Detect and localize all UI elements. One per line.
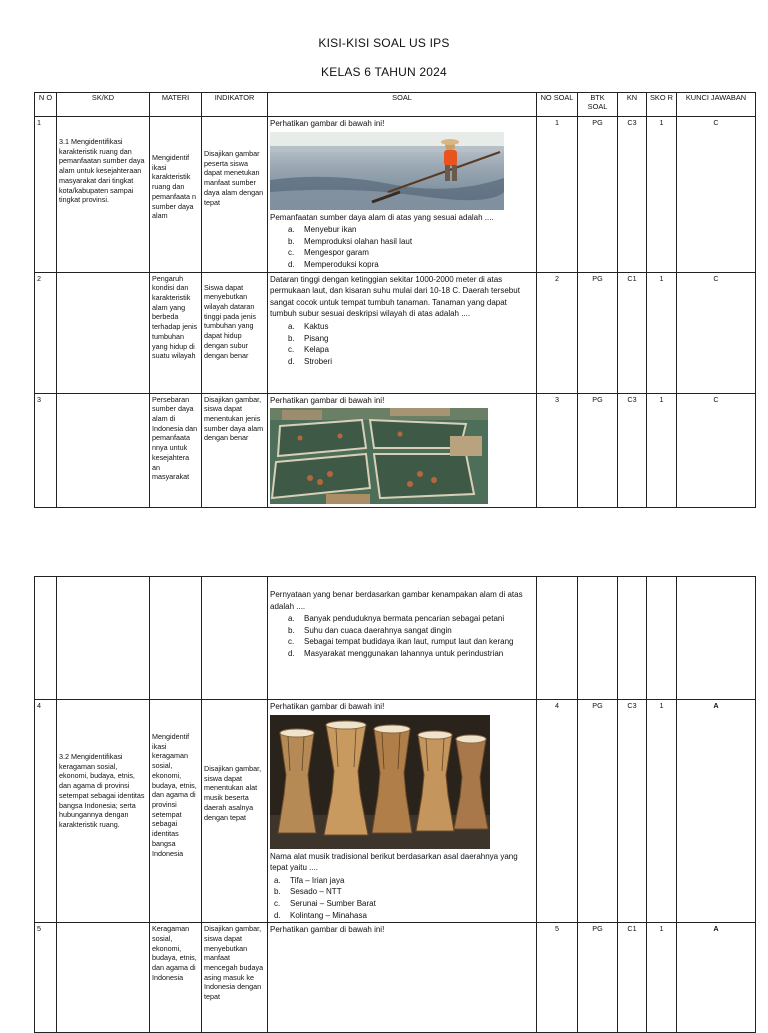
row-kunci: C (677, 117, 756, 273)
row-kunci: A (677, 700, 756, 923)
soal-intro: Perhatikan gambar di bawah ini! (270, 119, 385, 128)
document-title: KISI-KISI SOAL US IPS (318, 36, 450, 50)
row-no: 5 (35, 923, 57, 1033)
row-materi: Persebaran sumber daya alam di Indonesia dan pemanfaata nnya untuk kesejahtera an masyarakat (150, 393, 202, 508)
option-a: a. Banyak penduduknya bermata pencarian sebagai petani (288, 614, 505, 624)
traditional-drums-photo (270, 715, 490, 849)
row-kn: C3 (618, 393, 647, 508)
options-list (270, 224, 534, 270)
row-materi: Mengidentif ikasi keragaman sosial, ekonomi, budaya, etnis, dan agama di provinsi setempat sebagai identitas bangsa Indonesia (150, 700, 202, 923)
row-indikator: Disajikan gambar, siswa dapat menentukan jenis sumber daya alam dengan benar (202, 393, 268, 508)
row-skkd (57, 393, 150, 508)
option-b: b. Pisang (288, 333, 329, 343)
row-skor: 1 (647, 117, 677, 273)
option-c: c. Sebagai tempat budidaya ikan laut, rumput laut dan kerang (288, 637, 514, 647)
soal-intro: Perhatikan gambar di bawah ini! (270, 395, 385, 405)
row-kunci: A (677, 923, 756, 1033)
kisi-kisi-table-page1 (34, 92, 756, 508)
table-row-continued (35, 577, 756, 700)
row-skkd: 3.1 Mengidentifikasi karakteristik ruang dan pemanfaatan sumber daya alam untuk kesejahteraan masyarakat dari tingkat kota/kabupaten sampai tingkat provinsi. (57, 117, 150, 273)
row-btk: PG (578, 272, 618, 393)
row-skor: 1 (647, 923, 677, 1033)
option-d: d. Stroberi (288, 356, 333, 366)
row-skkd (57, 923, 150, 1033)
header-skkd: SK/KD (57, 93, 150, 117)
row-skkd: 3.2 Mengidentifikasi keragaman sosial, ekonomi, budaya, etnis, dan agama di provinsi setempat sebagai identitas bangsa Indonesia; serta hubungannya dengan karakteristik ruang. (57, 700, 150, 923)
option-d: d. Memperoduksi kopra (288, 259, 379, 269)
row-skor: 1 (647, 272, 677, 393)
row-btk: PG (578, 117, 618, 273)
options-list (270, 613, 534, 659)
option-b: b. Suhu dan cuaca daerahnya sangat dingin (288, 625, 452, 635)
soal-intro: Perhatikan gambar di bawah ini! (270, 925, 385, 935)
fish-cage-photo (270, 408, 488, 504)
row-btk: PG (578, 393, 618, 508)
row-kn: C1 (618, 272, 647, 393)
option-c: c. Kelapa (288, 345, 329, 355)
option-d: d. Kolintang – Minahasa (274, 910, 367, 920)
row-no: 3 (35, 393, 57, 508)
row-btk: PG (578, 923, 618, 1033)
row-no: 2 (35, 272, 57, 393)
document-subtitle: KELAS 6 TAHUN 2024 (321, 65, 447, 79)
soal-question: Pemanfaatan sumber daya alam di atas yang sesuai adalah .... (270, 212, 494, 222)
row-kunci: C (677, 393, 756, 508)
header-materi: MATERI (150, 93, 202, 117)
header-no: N O (35, 93, 57, 117)
salt-farmer-photo (270, 132, 504, 210)
table-row (35, 272, 756, 393)
row-materi: Keragaman sosial, ekonomi, budaya, etnis, dan agama di Indonesia (150, 923, 202, 1033)
row-skor: 1 (647, 393, 677, 508)
option-c: c. Mengespor garam (288, 248, 369, 258)
row-indikator: Disajikan gambar peserta siswa dapat menetukan manfaat sumber daya alam dengan tepat (202, 117, 268, 273)
soal-question: Nama alat musik tradisional berikut berdasarkan asal daerahnya yang tepat yaitu .... (270, 851, 518, 873)
option-a: a. Tifa – Irian jaya (274, 875, 345, 885)
row-kunci: C (677, 272, 756, 393)
row-no-soal: 2 (537, 272, 578, 393)
row-no-soal: 5 (537, 923, 578, 1033)
row-skor: 1 (647, 700, 677, 923)
option-a: a. Kaktus (288, 321, 329, 331)
option-b: b. Sesado – NTT (274, 887, 342, 897)
row-indikator: Disajikan gambar, siswa dapat menentukan alat musik beserta daerah asalnya dengan tepat (202, 700, 268, 923)
row-btk: PG (578, 700, 618, 923)
row-materi: Pengaruh kondisi dan karakteristik alam yang berbeda terhadap jenis tumbuhan yang hidup di suatu wilayah (150, 272, 202, 393)
row-soal (268, 923, 537, 1033)
row-soal (268, 272, 537, 393)
table-row (35, 700, 756, 923)
table-row (35, 117, 756, 273)
header-btk-soal: BTK SOAL (578, 93, 618, 117)
header-indikator: INDIKATOR (202, 93, 268, 117)
row-kn: C3 (618, 117, 647, 273)
soal-question: Pernyataan yang benar berdasarkan gambar kenampakan alam di atas adalah .... (270, 590, 523, 611)
row-soal (268, 577, 537, 700)
table-row (35, 923, 756, 1033)
header-skor: SKO R (647, 93, 677, 117)
soal-question: Dataran tinggi dengan ketinggian sekitar 1000-2000 meter di atas permukaan laut, dan kisaran suhu mulai dari 10-18 C. Daerah tersebut sangat cocok untuk tempat tumbuh tanaman. Tanaman yang dapat tumbuh subur sesuai deskripsi wilayah di atas adalah .... (270, 274, 520, 319)
row-no: 4 (35, 700, 57, 923)
row-no-soal: 4 (537, 700, 578, 923)
row-no: 1 (35, 117, 57, 273)
options-list (270, 321, 534, 367)
option-b: b. Memproduksi olahan hasil laut (288, 236, 413, 246)
kisi-kisi-table-page2 (34, 576, 756, 1033)
options-list (270, 875, 534, 921)
row-indikator: Siswa dapat menyebutkan wilayah dataran tinggi pada jenis tumbuhan yang dapat hidup dengan subur dengan benar (202, 272, 268, 393)
option-d: d. Masyarakat menggunakan lahannya untuk perindustrian (288, 648, 504, 658)
header-no-soal: NO SOAL (537, 93, 578, 117)
row-materi: Mengidentif ikasi karakteristik ruang dan pemanfaata n sumber daya alam (150, 117, 202, 273)
soal-intro: Perhatikan gambar di bawah ini! (270, 702, 385, 711)
option-c: c. Serunai – Sumber Barat (274, 898, 376, 908)
row-soal (268, 700, 537, 923)
row-soal (268, 393, 537, 508)
table-header-row (35, 93, 756, 117)
row-kn: C3 (618, 700, 647, 923)
row-soal (268, 117, 537, 273)
row-indikator: Disajikan gambar, siswa dapat menyebutkan manfaat mencegah budaya asing masuk ke Indonesia dengan tepat (202, 923, 268, 1033)
option-a: a. Menyebur ikan (288, 225, 357, 235)
header-kunci: KUNCI JAWABAN (677, 93, 756, 117)
row-no-soal: 3 (537, 393, 578, 508)
table-row (35, 393, 756, 508)
row-kn: C1 (618, 923, 647, 1033)
header-soal: SOAL (268, 93, 537, 117)
header-kn: KN (618, 93, 647, 117)
row-no-soal: 1 (537, 117, 578, 273)
row-skkd (57, 272, 150, 393)
